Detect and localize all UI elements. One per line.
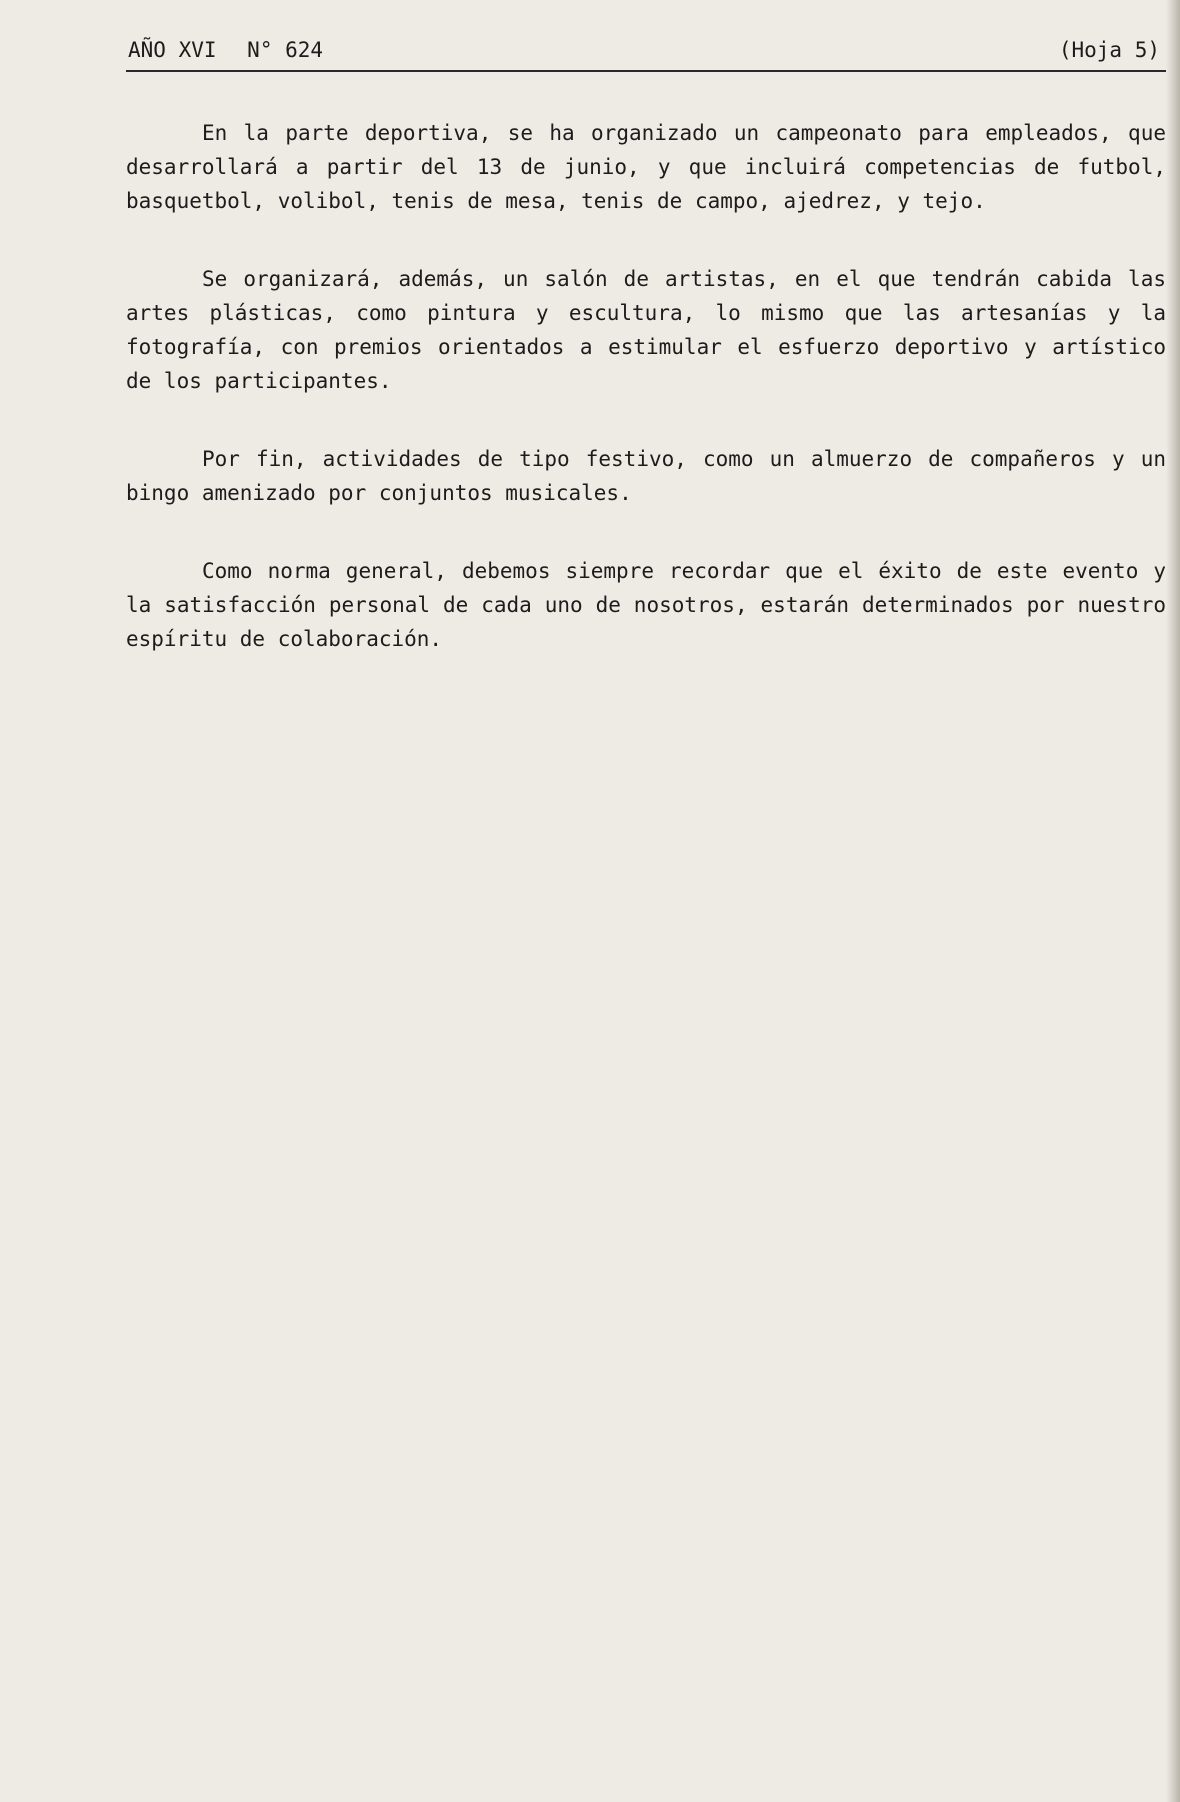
header-rule — [126, 70, 1180, 72]
paragraph-general-norm: Como norma general, debemos siempre recordar que el éxito de este evento y la satisfacción personal de cada uno de nosotros, estarán determinados por nuestro espíritu de colaboración. — [126, 559, 1166, 651]
issue-year: AÑO XVI — [128, 38, 217, 62]
issue-number: N° 624 — [247, 38, 324, 62]
paragraph-sports: En la parte deportiva, se ha organizado un campeonato para empleados, que desarrollará a partir del 13 de junio, y que incluirá competencias de futbol, basquetbol, volibol, tenis de mesa, tenis de campo, ajedrez, y tejo. — [126, 121, 1166, 213]
header-left — [128, 32, 323, 68]
paragraph-artists-salon: Se organizará, además, un salón de artistas, en el que tendrán cabida las artes plásticas, como pintura y escultura, lo mismo que las artesanías y la fotografía, con premios orientados a estimular el esfuerzo deportivo y artístico de los participantes. — [126, 267, 1166, 393]
paragraph-festive-activities: Por fin, actividades de tipo festivo, como un almuerzo de compañeros y un bingo amenizado por conjuntos musicales. — [126, 447, 1166, 505]
page-header — [128, 32, 1168, 68]
sheet-label: (Hoja 5) — [1058, 38, 1160, 62]
body-text — [126, 116, 1166, 700]
page-edge-shadow — [1166, 0, 1180, 1802]
